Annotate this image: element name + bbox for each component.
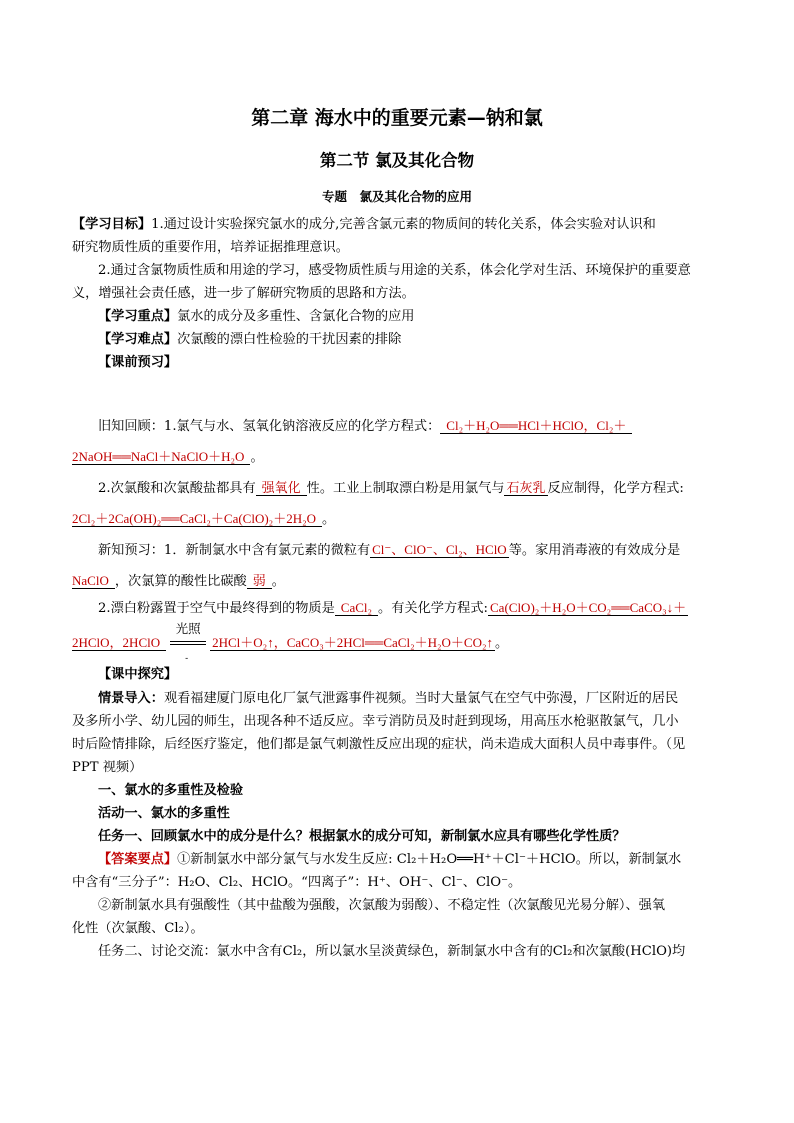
answer-blank: Cl⁻、ClO⁻、Cl₂、HClO: [372, 542, 507, 557]
preview-line-5: [72, 541, 724, 560]
question-text: 2.漂白粉露置于空气中最终得到的物质是: [98, 601, 335, 616]
scene-text-3: 时后险情排除，后经医疗鉴定，他们都是氯气刺激性反应出现的症状，尚未造成大面积人员中毒事件。（见: [72, 737, 686, 752]
section-title: 第二节 氯及其化合物: [319, 151, 475, 170]
explore-label: 【课中探究】: [98, 667, 178, 682]
goals-line-4: 义，增强社会责任感，进一步了解研究物质的思路和方法。: [72, 286, 415, 301]
difficult-points-text: 次氯酸的漂白性检验的干扰因素的排除: [177, 332, 402, 347]
scene-text-1: 观看福建厦门原电化厂氯气泄露事件视频。当时大量氯气在空气中弥漫，厂区附近的居民: [163, 691, 679, 706]
question-text: 新知预习：1．新制氯水中含有氯元素的微粒有: [98, 543, 371, 558]
question-text: ，次氯算的酸性比碳酸: [114, 574, 247, 589]
sentence-end: 。: [271, 574, 285, 589]
question-text: 2.次氯酸和次氯酸盐都具有: [98, 481, 256, 496]
key-points-text: 氯水的成分及多重性、含氯化合物的应用: [177, 309, 415, 324]
scene-text-4: PPT 视频）: [72, 760, 143, 775]
task-2: [72, 943, 724, 961]
heading-2: 活动一、氯水的多重性: [98, 806, 230, 821]
answer-blank: 2NaOH══NaCl＋NaClO＋H₂O: [72, 449, 250, 465]
preview-line-8: [72, 620, 724, 664]
key-points-label: 【学习重点】: [98, 309, 178, 324]
answer-blank: 弱: [247, 573, 272, 589]
heading-1: 一、氯水的多重性及检验: [98, 783, 244, 798]
goals-label: 【学习目标】: [72, 217, 152, 232]
preview-line-4: [72, 510, 724, 529]
question-text: 。有关化学方程式:: [378, 601, 488, 616]
question-text: 反应制得，化学方程式:: [547, 481, 684, 496]
answer-label: 【答案要点】: [98, 852, 178, 867]
preview-section: [72, 417, 724, 436]
task-1: 任务一、回顾氯水中的成分是什么？根据氯水的成分可知，新制氯水应具有哪些化学性质？: [98, 829, 626, 844]
scene-text-2: 及多所小学、幼儿园的师生，出现各种不适反应。幸亏消防员及时赶到现场，用高压水枪驱散氯气，几小: [72, 714, 679, 729]
explore-section: [72, 666, 724, 961]
answer-blank: Cl₂＋H₂O══HCl＋HClO，Cl₂＋: [440, 418, 632, 434]
preview-line-2: [72, 448, 724, 467]
preview-line-3: [72, 479, 724, 498]
goals-line-2: 研究物质性质的重要作用，培养证据推理意识。: [72, 240, 349, 255]
sentence-end: 。: [250, 450, 264, 465]
light-condition-arrow: $\frac{\text{光照}}{-}$: [170, 637, 206, 651]
answer-blank: NaClO: [72, 573, 115, 589]
task-2-text: 任务二、讨论交流：氯水中含有Cl₂，所以氯水呈淡黄绿色，新制氯水中含有的Cl₂和次氯酸(HClO)均: [98, 944, 686, 959]
scene-label: 情景导入：: [98, 691, 164, 706]
question-text: 等。家用消毒液的有效成分是: [508, 543, 681, 558]
answer-text-2: 中含有“三分子”：H₂O、Cl₂、HClO。“四离子”：H⁺、OH⁻、Cl⁻、ClO⁻。: [72, 875, 522, 890]
sentence-end: 。: [322, 512, 336, 527]
light-condition-label: 光照: [175, 620, 201, 636]
answer-blank: 石灰乳: [506, 480, 546, 495]
answer-text-4: 化性（次氯酸、Cl₂）。: [72, 921, 204, 936]
difficult-points-label: 【学习难点】: [98, 332, 178, 347]
answer-blank: 2HClO，2HClO: [72, 635, 166, 651]
answer-text-3: ②新制氯水具有强酸性（其中盐酸为强酸，次氯酸为弱酸）、不稳定性（次氯酸见光易分解）、强氧: [98, 898, 666, 913]
answer-blank: Ca(ClO)₂＋H₂O＋CO₂══CaCO₃↓＋: [490, 600, 687, 615]
question-text: 性。工业上制取漂白粉是用氯气与: [306, 481, 505, 496]
chapter-title: 第二章 海水中的重要元素—钠和氯: [251, 107, 543, 129]
answer-blank: 2Cl₂＋2Ca(OH)₂══CaCl₂＋Ca(ClO)₂＋2H₂O: [72, 511, 322, 527]
answer-blank: CaCl₂: [335, 600, 378, 616]
goals-line-3: 2.通过含氯物质性质和用途的学习，感受物质性质与用途的关系，体会化学对生活、环境保护的重要意: [98, 263, 691, 278]
learning-goals: [72, 216, 724, 372]
answer-blank: 2HCl＋O₂↑，CaCO₃＋2HCl══CaCl₂＋H₂O＋CO₂↑: [212, 635, 493, 650]
preview-line-7: [72, 599, 724, 618]
answer-blank: 强氧化: [256, 480, 307, 496]
preview-line-6: [72, 572, 724, 591]
answer-text-1: ①新制氯水中部分氯气与水发生反应: Cl₂＋H₂O══H⁺＋Cl⁻＋HClO。所以，新制氯水: [177, 852, 682, 867]
review-prefix: 旧知回顾：1.氯气与水、氢氧化钠溶液反应的化学方程式：: [98, 419, 441, 434]
goals-line-1: 1.通过设计实验探究氯水的成分,完善含氯元素的物质间的转化关系，体会实验对认识和: [151, 217, 656, 232]
topic-title: 专题 氯及其化合物的应用: [321, 189, 472, 204]
sentence-end: 。: [495, 636, 509, 651]
preview-label: 【课前预习】: [98, 355, 178, 370]
